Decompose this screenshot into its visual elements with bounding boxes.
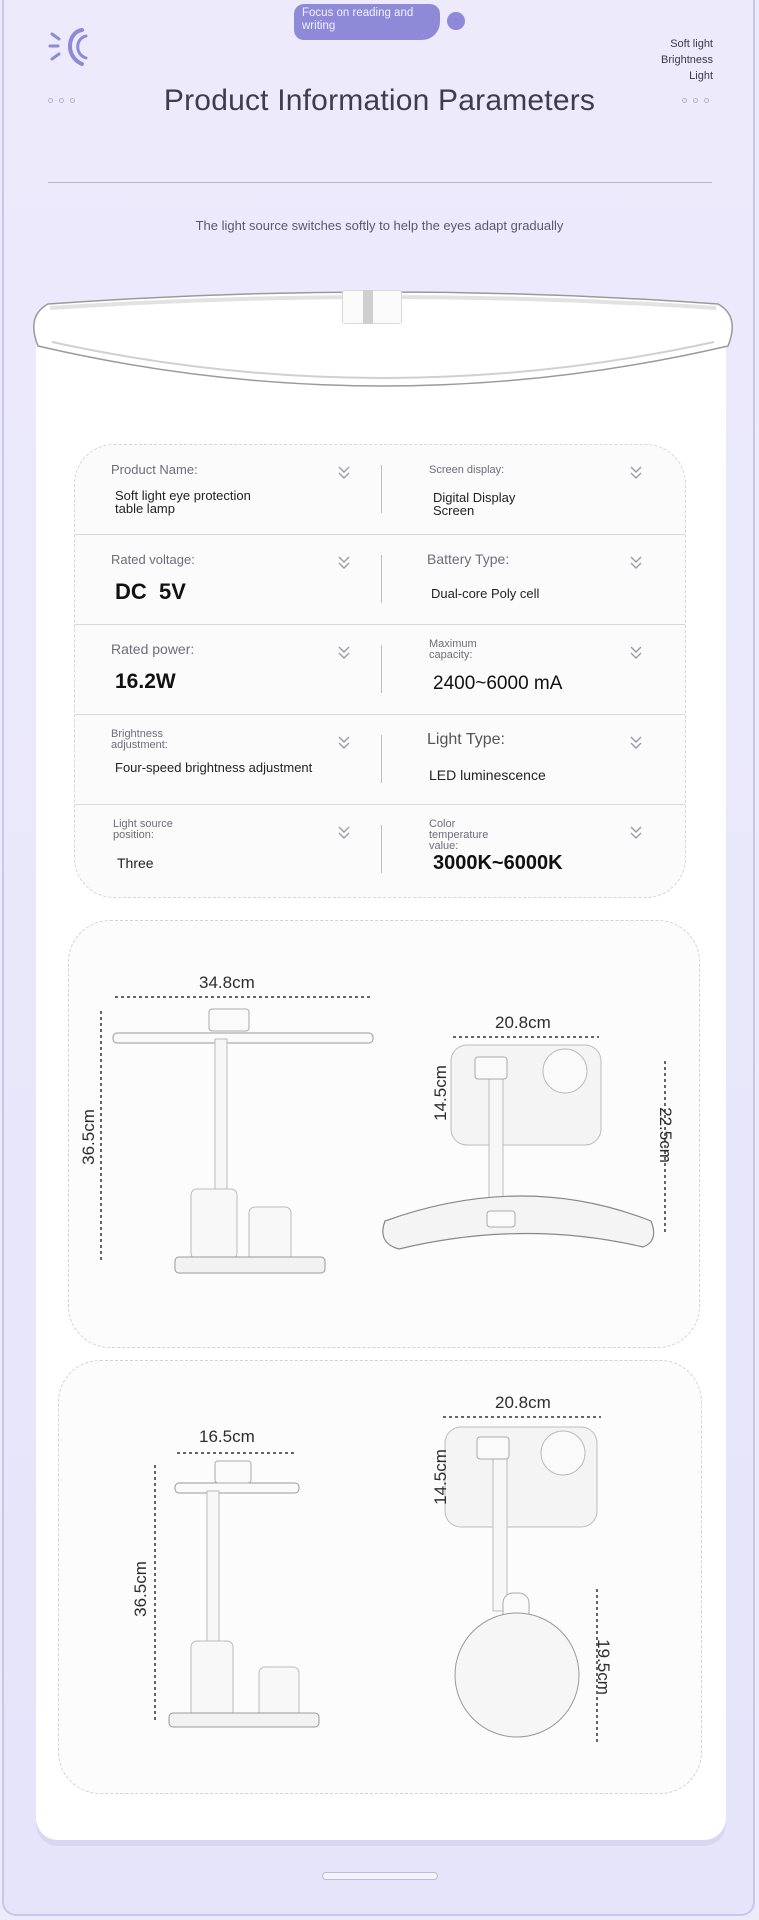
spec-label: Rated power: [111, 641, 195, 657]
spec-label: Rated voltage: [111, 552, 195, 567]
dimension-label: 14.5cm [430, 1449, 450, 1505]
spec-cell [427, 715, 667, 805]
spec-row [75, 445, 686, 535]
column-divider [381, 645, 382, 693]
chevron-down-icon [337, 735, 351, 751]
chevron-down-icon [629, 645, 643, 661]
chevron-down-icon [629, 735, 643, 751]
lamp-side-dimension-illustration [59, 1361, 703, 1795]
side-note-line: Soft light [670, 38, 713, 50]
column-divider [381, 735, 382, 783]
pill-text: Focus on reading and writing [302, 7, 414, 32]
spec-cell [111, 445, 351, 535]
spec-label: Battery Type: [427, 551, 510, 567]
spec-value: DC 5V [115, 579, 186, 604]
spec-table [74, 444, 686, 898]
lamp-clip [342, 290, 402, 324]
side-note [623, 36, 713, 84]
spec-label: Maximum capacity: [429, 638, 477, 661]
spec-cell [113, 805, 353, 895]
spec-value: Four-speed brightness adjustment [115, 760, 313, 775]
dimension-label: 36.5cm [78, 1109, 98, 1165]
chevron-down-icon [337, 645, 351, 661]
dimension-label: 19.5cm [593, 1639, 613, 1695]
spec-row [75, 805, 686, 895]
dimension-card-front [68, 920, 700, 1348]
chevron-down-icon [629, 555, 643, 571]
spec-label: Screen display: [429, 464, 505, 476]
spec-cell [111, 715, 351, 805]
spec-value: Three [117, 855, 154, 871]
dimension-label: 20.8cm [495, 1013, 551, 1032]
spec-value: 3000K~6000K [433, 852, 563, 874]
spec-cell [429, 445, 669, 535]
dimension-label: 36.5cm [130, 1561, 150, 1617]
spec-value: Digital Display Screen [433, 490, 516, 518]
spec-label: Light Type: [427, 731, 505, 748]
eye-logo-icon [46, 26, 90, 68]
spec-label: Product Name: [111, 462, 198, 477]
chevron-down-icon [337, 555, 351, 571]
chevron-down-icon [629, 825, 643, 841]
spec-label: Light source position: [113, 818, 173, 841]
column-divider [381, 465, 382, 513]
pill-dot [447, 12, 465, 30]
chevron-down-icon [629, 465, 643, 481]
spec-label: Brightness adjustment: [111, 728, 168, 751]
column-divider [381, 555, 382, 603]
dimension-label: 16.5cm [199, 1427, 255, 1446]
chevron-down-icon [337, 465, 351, 481]
spec-value: Dual-core Poly cell [431, 586, 540, 601]
spec-cell [111, 625, 351, 715]
spec-value: Soft light eye protection table lamp [115, 488, 251, 516]
dimension-label: 14.5cm [430, 1065, 450, 1121]
dimension-label: 34.8cm [199, 973, 255, 992]
spec-value: 2400~6000 mA [433, 673, 563, 694]
spec-value: LED luminescence [429, 767, 546, 783]
lamp-front-dimension-illustration [69, 921, 701, 1349]
spec-cell [429, 625, 669, 715]
chevron-down-icon [337, 825, 351, 841]
dimension-label: 20.8cm [495, 1393, 551, 1412]
spec-cell [429, 805, 669, 895]
spec-row [75, 535, 686, 625]
header-divider [48, 182, 712, 183]
side-note-line: Light [689, 70, 713, 82]
dimension-label: 22.5cm [655, 1107, 675, 1163]
spec-row [75, 625, 686, 715]
spec-label: Color temperature value: [429, 818, 489, 852]
spec-row [75, 715, 686, 805]
spec-value: 16.2W [115, 670, 176, 693]
page-subtitle: The light source switches softly to help the eyes adapt gradually [195, 218, 564, 233]
focus-pill [294, 4, 440, 40]
column-divider [381, 825, 382, 873]
dimension-card-side [58, 1360, 702, 1794]
bottom-handle-bar [322, 1872, 438, 1880]
side-note-line: Brightness [661, 54, 713, 66]
spec-cell [111, 535, 351, 625]
page-title: Product Information Parameters [163, 84, 596, 117]
spec-cell [427, 535, 667, 625]
